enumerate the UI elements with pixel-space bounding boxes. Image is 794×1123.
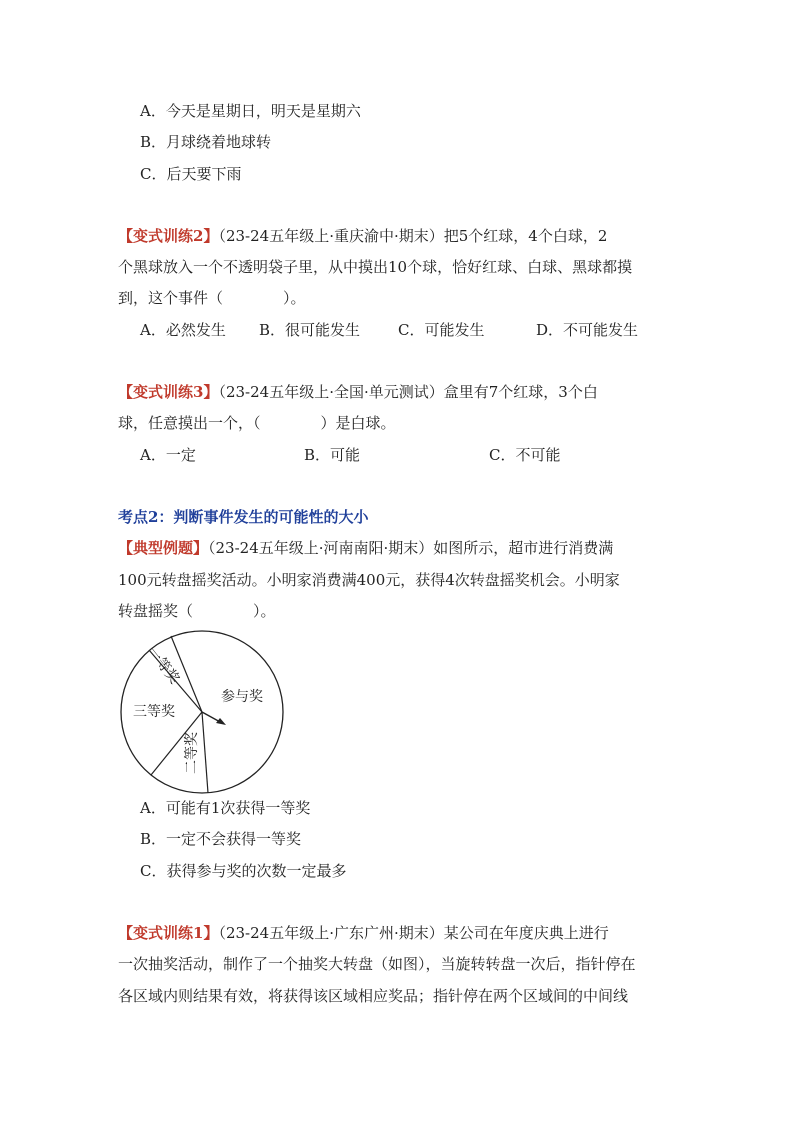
q3-option-a: A．可能有1次获得一等奖 [140, 799, 311, 817]
q4-line-1 [118, 923, 609, 943]
q1-line-2: 个黑球放入一个不透明袋子里，从中摸出10个球，恰好红球、白球、黑球都摸 [118, 258, 633, 276]
q1-option-d: D．不可能发生 [536, 321, 639, 339]
q2-line-1 [118, 382, 598, 402]
q2-option-b: B．可能 [304, 446, 361, 464]
q2-option-a: A．一定 [140, 446, 196, 464]
sector-second-prize: 二等奖 [184, 732, 200, 774]
q2-line-2: 球，任意摸出一个，（ ）是白球。 [118, 414, 396, 432]
divider-line-4 [202, 712, 208, 793]
q1-option-c: C．可能发生 [398, 321, 485, 339]
q2-option-c: C．不可能 [489, 446, 561, 464]
q1-line-1 [118, 226, 607, 246]
section-title: 考点2：判断事件发生的可能性的大小 [118, 508, 369, 526]
q1-option-a: A．必然发生 [140, 321, 226, 339]
q3-option-c: C．获得参与奖的次数一定最多 [140, 862, 347, 880]
sector-third-prize: 三等奖 [133, 704, 175, 720]
q4-text-1: （23-24五年级上·广东广州·期末）某公司在年度庆典上进行 [218, 924, 609, 942]
q4-tag: 【变式训练1】 [118, 924, 219, 942]
sector-first-prize: 一等奖 [143, 644, 183, 688]
pointer-arrowhead [216, 718, 226, 725]
q4-line-3: 各区域内则结果有效，将获得该区域相应奖品；指针停在两个区域间的中间线 [118, 987, 629, 1005]
q4-line-2: 一次抽奖活动，制作了一个抽奖大转盘（如图），当旋转转盘一次后，指针停在 [118, 955, 636, 973]
q1-tag: 【变式训练2】 [118, 227, 219, 245]
prize-wheel [118, 628, 288, 796]
q3-tag: 【典型例题】 [118, 539, 209, 557]
q0-option-c: C．后天要下雨 [140, 165, 242, 183]
q0-option-a: A．今天是星期日，明天是星期六 [140, 102, 361, 120]
sector-participation-prize: 参与奖 [221, 689, 263, 705]
q1-option-b: B．很可能发生 [259, 321, 361, 339]
q2-tag: 【变式训练3】 [118, 383, 219, 401]
q3-line-2: 100元转盘摇奖活动。小明家消费满400元，获得4次转盘摇奖机会。小明家 [118, 571, 620, 589]
q3-line-3: 转盘摇奖（ ）。 [118, 602, 276, 620]
q3-line-1 [118, 538, 613, 558]
q3-option-b: B．一定不会获得一等奖 [140, 830, 302, 848]
q1-line-3: 到，这个事件（ ）。 [118, 289, 306, 307]
q3-text-1: （23-24五年级上·河南南阳·期末）如图所示，超市进行消费满 [208, 539, 614, 557]
q0-option-b: B．月球绕着地球转 [140, 133, 272, 151]
q1-text-1: （23-24五年级上·重庆渝中·期末）把5个红球，4个白球，2 [218, 227, 608, 245]
q2-text-1: （23-24五年级上·全国·单元测试）盒里有7个红球，3个白 [218, 383, 598, 401]
